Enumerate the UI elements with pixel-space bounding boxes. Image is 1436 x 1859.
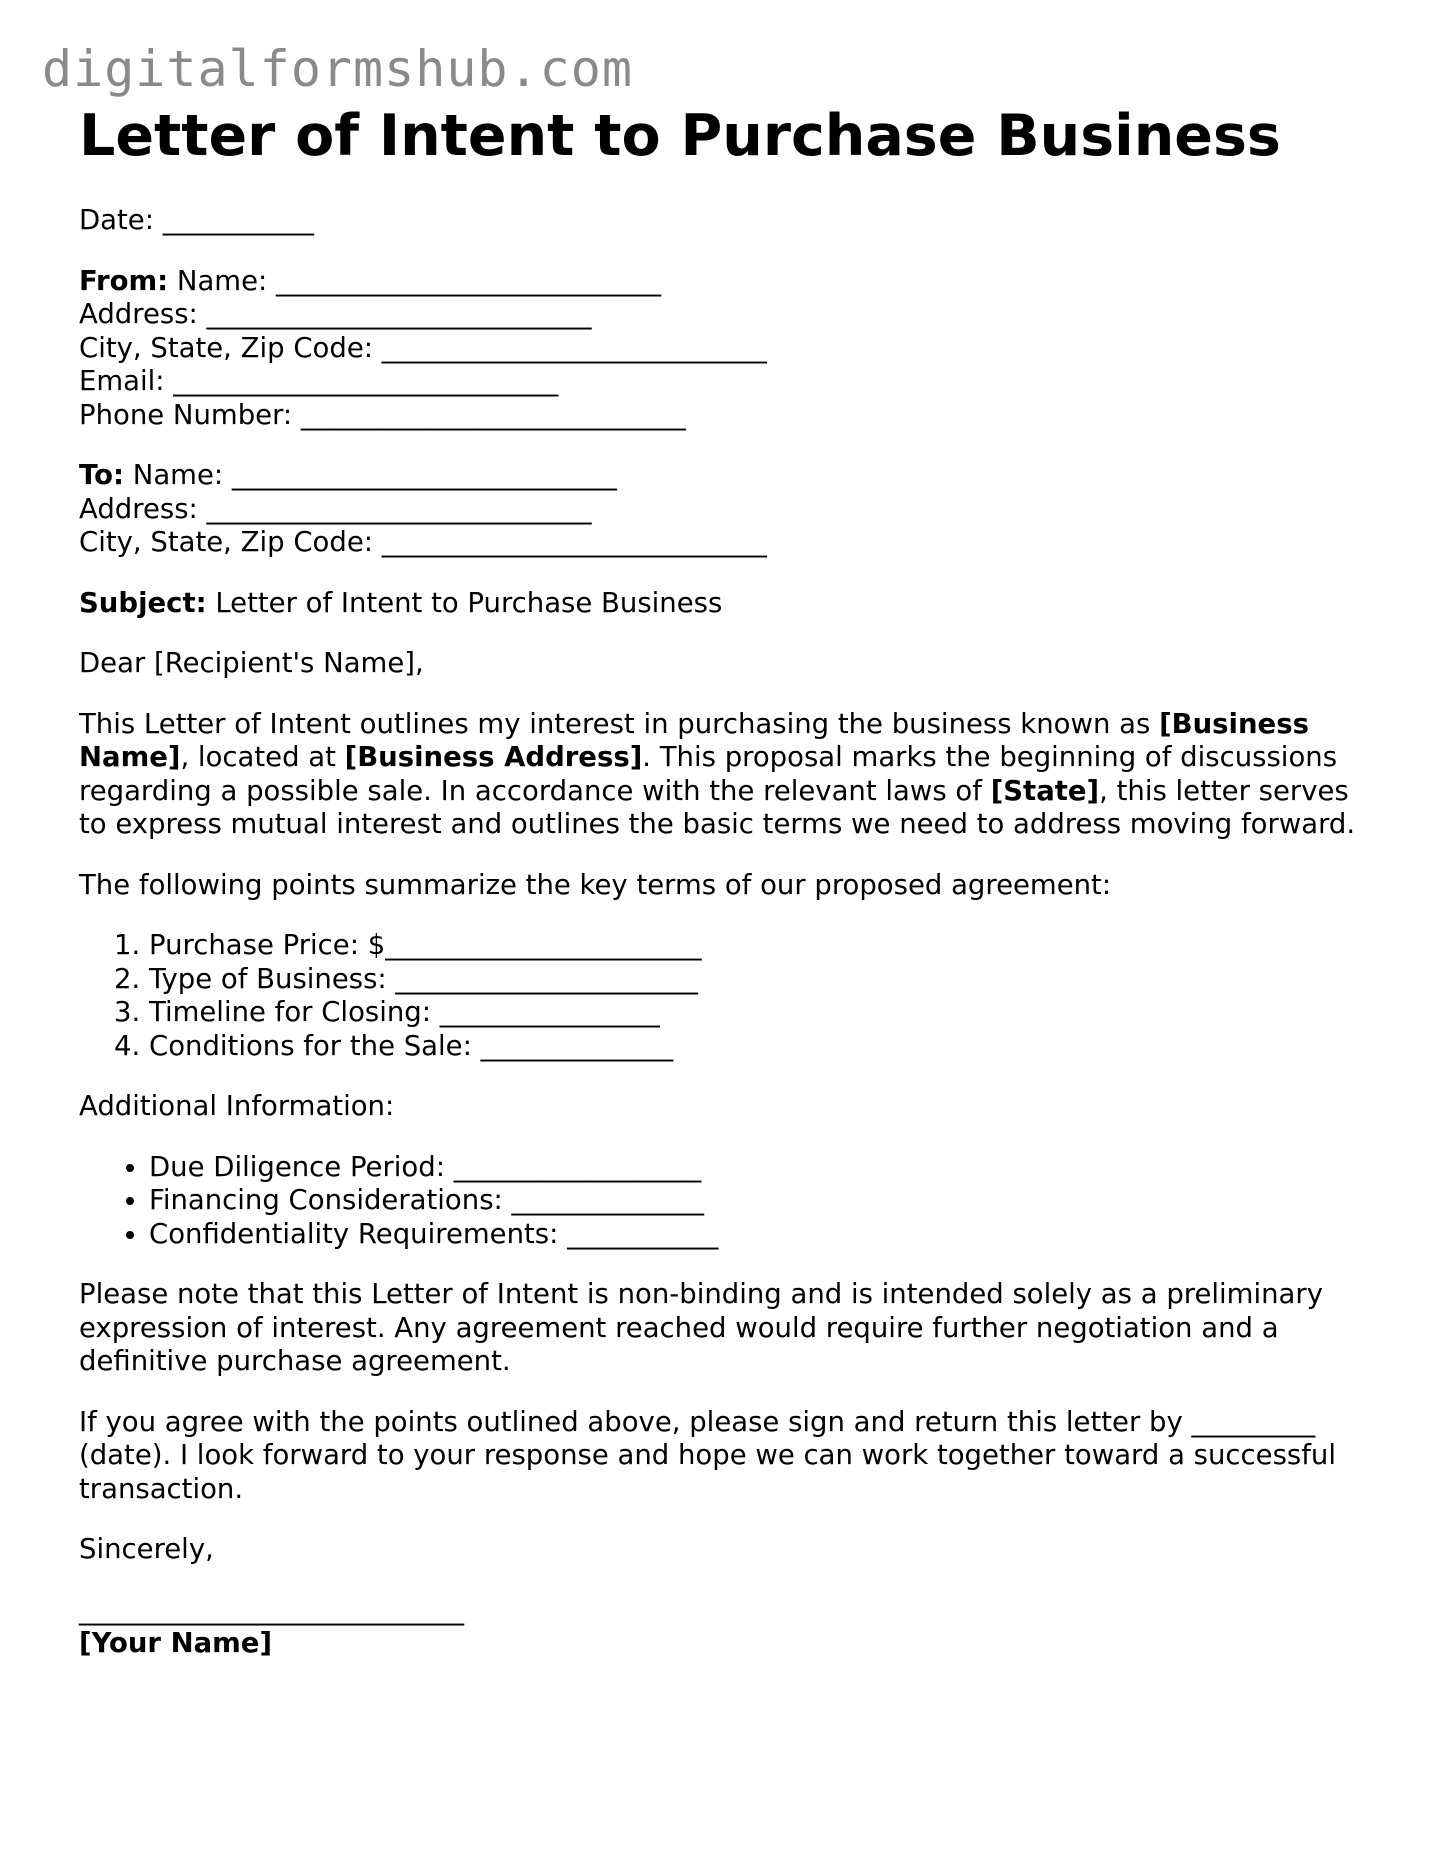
intro-text-1: This Letter of Intent outlines my interest in purchasing the business known as bbox=[79, 707, 1160, 740]
to-section bbox=[79, 459, 1379, 560]
intro-paragraph bbox=[79, 708, 1379, 842]
signature-line: ____________________________ bbox=[79, 1593, 464, 1626]
letter-page bbox=[79, 100, 1379, 1661]
closing-request: If you agree with the points outlined above, please sign and return this letter by _________ (date). I look forward to your response and hope we can work together toward a successful transaction. bbox=[79, 1405, 1336, 1505]
intro-text-4: , this letter serves to express mutual interest and outlines the basic terms we need to address moving forward. bbox=[79, 774, 1356, 840]
terms-list bbox=[79, 929, 1379, 1063]
business-name-placeholder: [Business Name] bbox=[79, 707, 1309, 773]
signer-name-text: [Your Name] bbox=[79, 1627, 273, 1659]
intro-text-3: . This proposal marks the beginning of discussions regarding a possible sale. In accordance with the relevant laws of bbox=[79, 741, 1338, 807]
from-email-field: Email: ____________________________ bbox=[79, 365, 559, 397]
to-address-field: Address: ____________________________ bbox=[79, 492, 592, 525]
from-phone-field: Phone Number: ____________________________ bbox=[79, 398, 686, 431]
subject-line bbox=[79, 587, 1379, 621]
term-item-purchase-price: 1. Purchase Price: $_______________________ bbox=[149, 929, 1379, 963]
term-item-business-type: 2. Type of Business: ______________________ bbox=[149, 963, 1379, 997]
to-name-line bbox=[79, 459, 1379, 493]
additional-item-financing: • Financing Considerations: ______________ bbox=[149, 1184, 1379, 1218]
from-name-line bbox=[79, 265, 1379, 299]
from-name-field: Name: ____________________________ bbox=[168, 264, 662, 297]
additional-item-confidentiality: • Confidentiality Requirements: ___________ bbox=[149, 1218, 1379, 1252]
additional-item-due-diligence: • Due Diligence Period: __________________ bbox=[149, 1151, 1379, 1185]
date-field: Date: ___________ bbox=[79, 204, 314, 236]
intro-text-2: , located at bbox=[180, 741, 345, 773]
from-address-field: Address: ____________________________ bbox=[79, 298, 592, 330]
to-city-field: City, State, Zip Code: ____________________________ bbox=[79, 526, 767, 558]
sign-off: Sincerely, bbox=[79, 1533, 214, 1565]
from-label: From: bbox=[79, 264, 169, 297]
salutation: Dear [Recipient's Name], bbox=[79, 647, 424, 679]
subject-label: Subject: bbox=[79, 586, 207, 619]
signer-name bbox=[79, 1627, 1379, 1661]
non-binding-note: Please note that this Letter of Intent is non-binding and is intended solely as a preliminary expression of interest. Any agreement reached would require further negotiation and a definitive purchase agreement. bbox=[79, 1278, 1323, 1377]
state-placeholder: [State] bbox=[990, 774, 1100, 807]
term-item-sale-conditions: 4. Conditions for the Sale: ______________ bbox=[149, 1030, 1379, 1064]
from-section bbox=[79, 265, 1379, 433]
to-label: To: bbox=[79, 459, 124, 491]
watermark: digitalformshub.com bbox=[42, 40, 633, 98]
subject-text: Letter of Intent to Purchase Business bbox=[206, 586, 723, 619]
business-address-placeholder: [Business Address] bbox=[344, 741, 643, 773]
term-item-closing-timeline: 3. Timeline for Closing: ________________ bbox=[149, 996, 1379, 1030]
terms-intro: The following points summarize the key terms of our proposed agreement: bbox=[79, 868, 1112, 901]
page-title: Letter of Intent to Purchase Business bbox=[79, 103, 1281, 169]
additional-info-list bbox=[79, 1151, 1379, 1252]
from-city-field: City, State, Zip Code: ____________________________ bbox=[79, 331, 767, 364]
to-name-field: Name: ____________________________ bbox=[124, 459, 617, 491]
additional-info-label: Additional Information: bbox=[79, 1090, 395, 1122]
signature-block bbox=[79, 1594, 1379, 1661]
